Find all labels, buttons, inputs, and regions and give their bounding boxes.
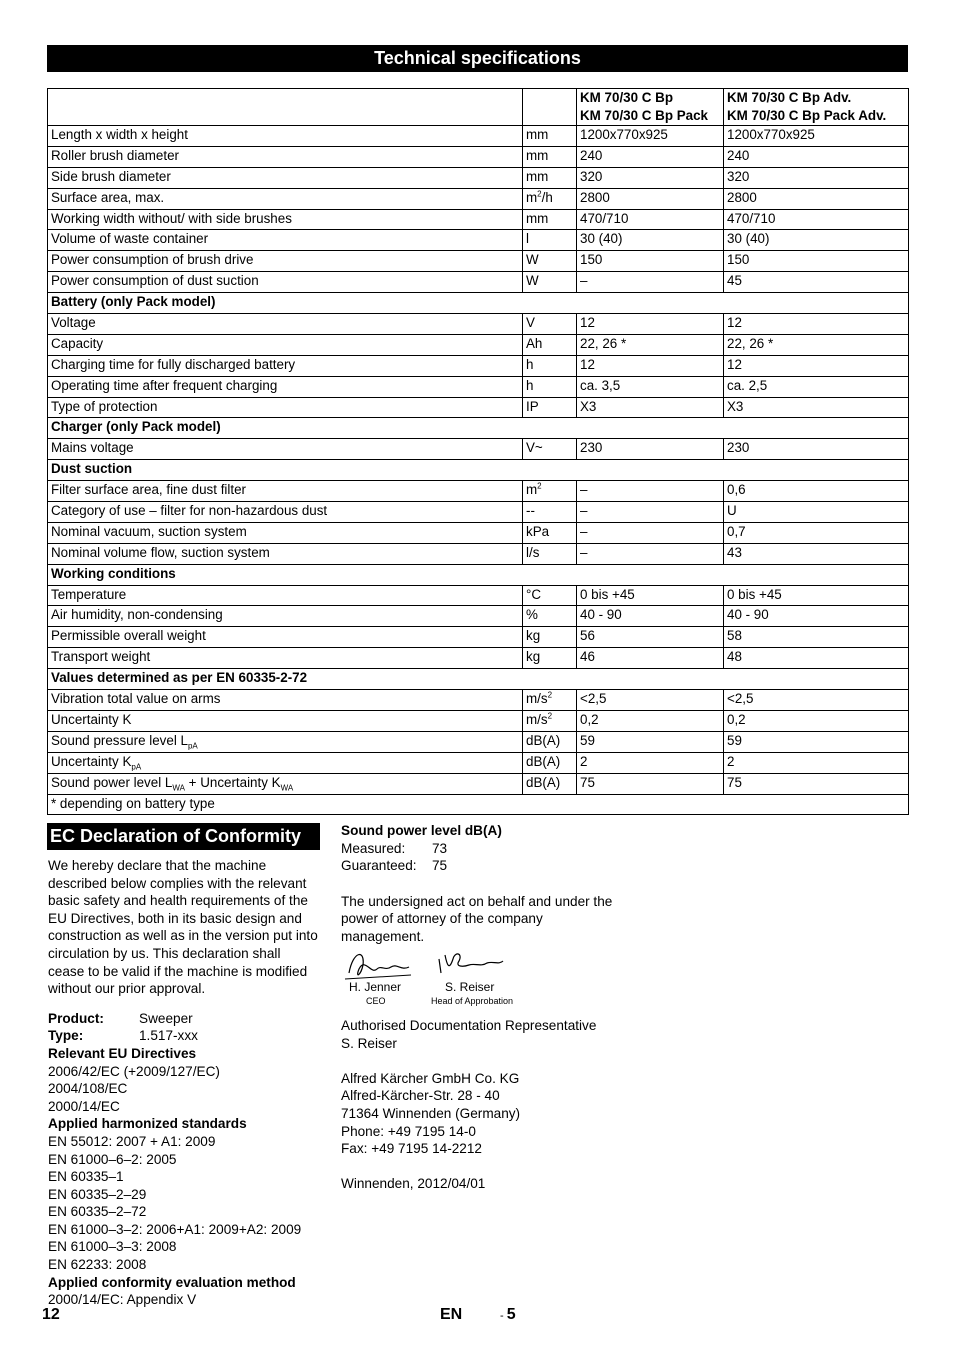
- address-line: 71364 Winnenden (Germany): [341, 1105, 521, 1121]
- row-value-1: –: [577, 272, 724, 293]
- row-value-1: 75: [577, 773, 724, 794]
- section-label: Dust suction: [48, 460, 909, 481]
- ec-intro: We hereby declare that the machine described below complies with the relevant basic safety and health requirements of the EU Directives, both in its basic design and construction as well as in the version put into circulation by us. This declaration shall cease to be valid if the machine is modified without our prior approval.: [48, 858, 318, 997]
- row-label: Power consumption of dust suction: [48, 272, 523, 293]
- section-label: Charger (only Pack model): [48, 418, 909, 439]
- product-label: Product:: [48, 1010, 104, 1026]
- row-value-2: 12: [724, 355, 909, 376]
- row-value-1: –: [577, 543, 724, 564]
- row-value-1: –: [577, 502, 724, 523]
- row-label: Transport weight: [48, 648, 523, 669]
- sig2-role: Head of Approbation: [431, 996, 514, 1006]
- spec-table: [47, 88, 909, 815]
- row-unit: mm: [523, 126, 577, 147]
- sig2-name: S. Reiser: [445, 980, 495, 994]
- product-row: [48, 1010, 323, 1028]
- table-row: [48, 439, 909, 460]
- table-row: [48, 314, 909, 335]
- row-value-1: 240: [577, 146, 724, 167]
- section-label: Battery (only Pack model): [48, 293, 909, 314]
- row-value-2: 0,7: [724, 522, 909, 543]
- address-line: Alfred-Kärcher-Str. 28 - 40: [341, 1088, 500, 1104]
- directive-item: 2006/42/EC (+2009/127/EC): [48, 1063, 220, 1079]
- row-unit: dB(A): [523, 752, 577, 773]
- row-label: Roller brush diameter: [48, 146, 523, 167]
- row-label: Side brush diameter: [48, 167, 523, 188]
- row-label: Temperature: [48, 585, 523, 606]
- row-unit: dB(A): [523, 731, 577, 752]
- row-label: Volume of waste container: [48, 230, 523, 251]
- section-label: Values determined as per EN 60335-2-72: [48, 669, 909, 690]
- table-section-row: [48, 460, 909, 481]
- row-value-2: 59: [724, 731, 909, 752]
- row-unit: W: [523, 251, 577, 272]
- table-row: [48, 188, 909, 209]
- table-footnote-row: [48, 794, 909, 815]
- sound-heading: Sound power level dB(A): [341, 823, 502, 838]
- row-value-2: <2,5: [724, 690, 909, 711]
- row-value-2: 75: [724, 773, 909, 794]
- row-value-1: 12: [577, 355, 724, 376]
- table-row: [48, 146, 909, 167]
- row-unit: IP: [523, 397, 577, 418]
- table-section-row: [48, 564, 909, 585]
- row-unit: Ah: [523, 334, 577, 355]
- row-value-1: 1200x770x925: [577, 126, 724, 147]
- measured-label: Measured:: [341, 840, 406, 856]
- row-unit: W: [523, 272, 577, 293]
- standard-item: EN 61000–6–2: 2005: [48, 1151, 177, 1167]
- guaranteed-value: 75: [432, 858, 448, 874]
- row-label: Uncertainty $K_{pA}$: [48, 752, 523, 773]
- table-header-row: [48, 89, 909, 126]
- table-section-row: [48, 293, 909, 314]
- address-line: Fax: +49 7195 14-2212: [341, 1141, 482, 1157]
- table-row: [48, 355, 909, 376]
- row-value-2: 240: [724, 146, 909, 167]
- table-row: [48, 648, 909, 669]
- table-row: [48, 126, 909, 147]
- row-value-2: 45: [724, 272, 909, 293]
- row-value-1: 22, 26 *: [577, 334, 724, 355]
- table-row: [48, 209, 909, 230]
- row-value-1: 30 (40): [577, 230, 724, 251]
- table-row: [48, 167, 909, 188]
- row-value-1: 0 bis +45: [577, 585, 724, 606]
- row-value-2: 150: [724, 251, 909, 272]
- sig1-name: H. Jenner: [349, 980, 402, 994]
- ec-right-column: [341, 822, 641, 946]
- page-number: 12: [42, 1306, 60, 1323]
- row-unit: $m/s^2$: [523, 690, 577, 711]
- row-value-2: X3: [724, 397, 909, 418]
- row-unit: h: [523, 355, 577, 376]
- standards-heading: Applied harmonized standards: [48, 1116, 247, 1132]
- table-row: [48, 585, 909, 606]
- row-value-2: 58: [724, 627, 909, 648]
- row-label: Mains voltage: [48, 439, 523, 460]
- row-label: Nominal vacuum, suction system: [48, 522, 523, 543]
- type-label: Type:: [48, 1028, 84, 1044]
- row-unit: mm: [523, 209, 577, 230]
- row-value-1: 320: [577, 167, 724, 188]
- standard-item: EN 60335–2–29: [48, 1186, 147, 1202]
- row-value-1: –: [577, 481, 724, 502]
- guaranteed-label: Guaranteed:: [341, 858, 417, 874]
- section-page: [500, 1306, 516, 1324]
- row-unit: --: [523, 502, 577, 523]
- address-block: [341, 1017, 641, 1193]
- table-row: [48, 272, 909, 293]
- section-page-number: 5: [506, 1306, 516, 1323]
- row-value-1: 470/710: [577, 209, 724, 230]
- row-value-2: 12: [724, 314, 909, 335]
- auth-rep-line1: Authorised Documentation Representative: [341, 1018, 597, 1033]
- row-unit: kg: [523, 627, 577, 648]
- row-unit: °C: [523, 585, 577, 606]
- table-row: [48, 710, 909, 731]
- signatures: [341, 945, 541, 1010]
- row-value-2: 0,2: [724, 710, 909, 731]
- row-value-2: 230: [724, 439, 909, 460]
- type-row: [48, 1027, 323, 1045]
- section-page-prefix: -: [500, 1310, 507, 1322]
- row-unit: mm: [523, 167, 577, 188]
- signature-strokes: [341, 945, 541, 985]
- row-unit: %: [523, 606, 577, 627]
- table-row: [48, 251, 909, 272]
- undersigned-text: The undersigned act on behalf and under the power of attorney of the company management.: [341, 893, 613, 944]
- footnote: * depending on battery type: [48, 794, 909, 815]
- row-value-1: 150: [577, 251, 724, 272]
- row-label: Working width without/ with side brushes: [48, 209, 523, 230]
- row-value-2: 320: [724, 167, 909, 188]
- row-value-1: 12: [577, 314, 724, 335]
- row-label: Capacity: [48, 334, 523, 355]
- standard-item: EN 62233: 2008: [48, 1257, 147, 1273]
- row-unit: $m^2$: [523, 481, 577, 502]
- ec-heading: EC Declaration of Conformity: [47, 823, 320, 850]
- standard-item: EN 60335–2–72: [48, 1204, 147, 1220]
- header-blank: [48, 89, 523, 126]
- table-row: [48, 376, 909, 397]
- row-unit: h: [523, 376, 577, 397]
- row-value-1: 59: [577, 731, 724, 752]
- row-label: Power consumption of brush drive: [48, 251, 523, 272]
- table-row: [48, 334, 909, 355]
- row-value-2: 1200x770x925: [724, 126, 909, 147]
- table-row: [48, 627, 909, 648]
- standard-item: EN 55012: 2007 + A1: 2009: [48, 1133, 216, 1149]
- language-code: EN: [440, 1306, 463, 1323]
- table-row: [48, 773, 909, 794]
- row-value-1: 2800: [577, 188, 724, 209]
- row-value-1: 230: [577, 439, 724, 460]
- standard-item: EN 61000–3–2: 2006+A1: 2009+A2: 2009: [48, 1221, 302, 1237]
- table-row: [48, 230, 909, 251]
- row-value-2: 48: [724, 648, 909, 669]
- row-unit: V~: [523, 439, 577, 460]
- page-title: Technical specifications: [47, 45, 908, 72]
- table-row: [48, 397, 909, 418]
- ec-left-column: [48, 857, 323, 1309]
- standard-item: EN 61000–3–3: 2008: [48, 1239, 177, 1255]
- directive-item: 2004/108/EC: [48, 1081, 128, 1097]
- row-label: Sound power level $L_{WA}$ + Uncertainty $K_{WA}$: [48, 773, 523, 794]
- row-value-2: 30 (40): [724, 230, 909, 251]
- row-label: Vibration total value on arms: [48, 690, 523, 711]
- table-section-row: [48, 418, 909, 439]
- row-label: Charging time for fully discharged battery: [48, 355, 523, 376]
- sig1-role: CEO: [366, 996, 386, 1006]
- address-list: [341, 1070, 641, 1158]
- row-unit: mm: [523, 146, 577, 167]
- row-value-1: 40 - 90: [577, 606, 724, 627]
- row-value-2: 0 bis +45: [724, 585, 909, 606]
- directives-heading: Relevant EU Directives: [48, 1045, 197, 1061]
- measured-value: 73: [432, 840, 448, 856]
- type-value: 1.517-xxx: [139, 1028, 198, 1044]
- row-label: Type of protection: [48, 397, 523, 418]
- table-row: [48, 690, 909, 711]
- row-unit: kPa: [523, 522, 577, 543]
- guaranteed-row: [341, 857, 641, 875]
- table-row: [48, 502, 909, 523]
- row-value-1: –: [577, 522, 724, 543]
- header-unit: [523, 89, 577, 126]
- table-row: [48, 481, 909, 502]
- row-value-1: 46: [577, 648, 724, 669]
- table-row: [48, 606, 909, 627]
- row-value-1: 0,2: [577, 710, 724, 731]
- row-value-2: 470/710: [724, 209, 909, 230]
- method-value: 2000/14/EC: Appendix V: [48, 1292, 197, 1308]
- row-value-2: 0,6: [724, 481, 909, 502]
- row-label: Operating time after frequent charging: [48, 376, 523, 397]
- standards-list: [48, 1133, 323, 1274]
- row-value-2: 2: [724, 752, 909, 773]
- measured-row: [341, 840, 641, 858]
- row-label: Sound pressure level $L_{pA}$: [48, 731, 523, 752]
- row-label: Uncertainty K: [48, 710, 523, 731]
- row-label: Nominal volume flow, suction system: [48, 543, 523, 564]
- row-label: Category of use – filter for non-hazardous dust: [48, 502, 523, 523]
- row-unit: kg: [523, 648, 577, 669]
- table-row: [48, 731, 909, 752]
- row-unit: l: [523, 230, 577, 251]
- address-line: Alfred Kärcher GmbH Co. KG: [341, 1070, 520, 1086]
- header-model-1: KM 70/30 C Bp KM 70/30 C Bp Pack: [577, 89, 724, 126]
- table-row: [48, 752, 909, 773]
- row-value-2: 22, 26 *: [724, 334, 909, 355]
- row-value-1: ca. 3,5: [577, 376, 724, 397]
- table-section-row: [48, 669, 909, 690]
- row-label: Length x width x height: [48, 126, 523, 147]
- row-value-2: 43: [724, 543, 909, 564]
- row-unit: dB(A): [523, 773, 577, 794]
- row-unit: $m/s^2$: [523, 710, 577, 731]
- row-value-2: 40 - 90: [724, 606, 909, 627]
- method-heading: Applied conformity evaluation method: [48, 1274, 296, 1290]
- row-unit: $m^2/h$: [523, 188, 577, 209]
- row-label: Surface area, max.: [48, 188, 523, 209]
- row-value-1: <2,5: [577, 690, 724, 711]
- row-value-1: X3: [577, 397, 724, 418]
- row-label: Voltage: [48, 314, 523, 335]
- row-value-2: U: [724, 502, 909, 523]
- row-value-2: 2800: [724, 188, 909, 209]
- auth-rep-line2: S. Reiser: [341, 1035, 397, 1051]
- row-value-2: ca. 2,5: [724, 376, 909, 397]
- row-value-1: 2: [577, 752, 724, 773]
- directives-list: [48, 1063, 323, 1116]
- standard-item: EN 60335–1: [48, 1169, 124, 1185]
- section-label: Working conditions: [48, 564, 909, 585]
- address-line: Phone: +49 7195 14-0: [341, 1123, 476, 1139]
- row-unit: l/s: [523, 543, 577, 564]
- product-value: Sweeper: [139, 1010, 193, 1026]
- row-label: Air humidity, non-condensing: [48, 606, 523, 627]
- header-model-2: KM 70/30 C Bp Adv. KM 70/30 C Bp Pack Adv.: [724, 89, 909, 126]
- row-label: Permissible overall weight: [48, 627, 523, 648]
- directive-item: 2000/14/EC: [48, 1098, 120, 1114]
- row-label: Filter surface area, fine dust filter: [48, 481, 523, 502]
- table-row: [48, 543, 909, 564]
- row-value-1: 56: [577, 627, 724, 648]
- table-row: [48, 522, 909, 543]
- place-date: Winnenden, 2012/04/01: [341, 1176, 486, 1192]
- row-unit: V: [523, 314, 577, 335]
